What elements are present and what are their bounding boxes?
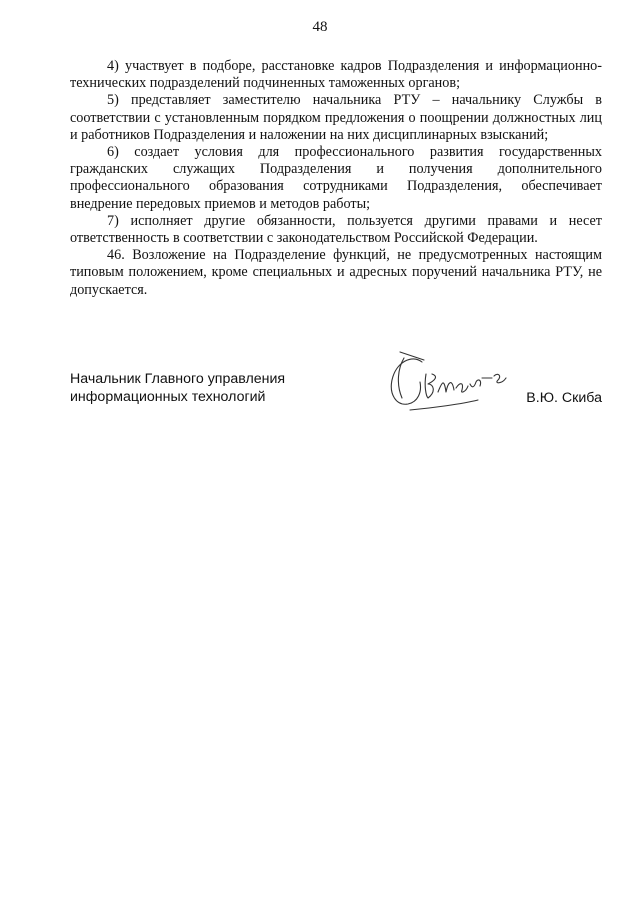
- signatory-title-line-1: Начальник Главного управления: [70, 371, 286, 387]
- paragraph-item-7: 7) исполняет другие обязанности, пользуется другими правами и несет ответственность в соответствии с законодательством Российской Федерации.: [70, 212, 602, 247]
- handwritten-signature: [382, 348, 532, 420]
- document-body: [70, 58, 602, 299]
- signature-block: [70, 370, 602, 430]
- page-number: 48: [312, 19, 328, 35]
- paragraph-item-5: 5) представляет заместителю начальника РТУ – начальнику Службы в соответствии с установленным порядком предложения о поощрении должностных лиц и работников Подразделения и наложении на них дисциплинарных взысканий;: [70, 92, 602, 143]
- signatory-title: [70, 370, 330, 406]
- signatory-title-line-2: информационных технологий: [70, 389, 266, 405]
- signatory-name: В.Ю. Скиба: [526, 390, 602, 406]
- paragraph-item-6: 6) создает условия для профессионального развития государственных гражданских служащих Подразделения и получения дополнительного профессионального образования сотрудниками Подразделения, обеспечивает внедрение передовых приемов и методов работы;: [70, 144, 602, 212]
- paragraph-section-46: 46. Возложение на Подразделение функций, не предусмотренных настоящим типовым положением, кроме специальных и адресных поручений начальника РТУ, не допускается.: [70, 247, 602, 298]
- paragraph-item-4: 4) участвует в подборе, расстановке кадров Подразделения и информационно-технических подразделений подчиненных таможенных органов;: [70, 58, 602, 92]
